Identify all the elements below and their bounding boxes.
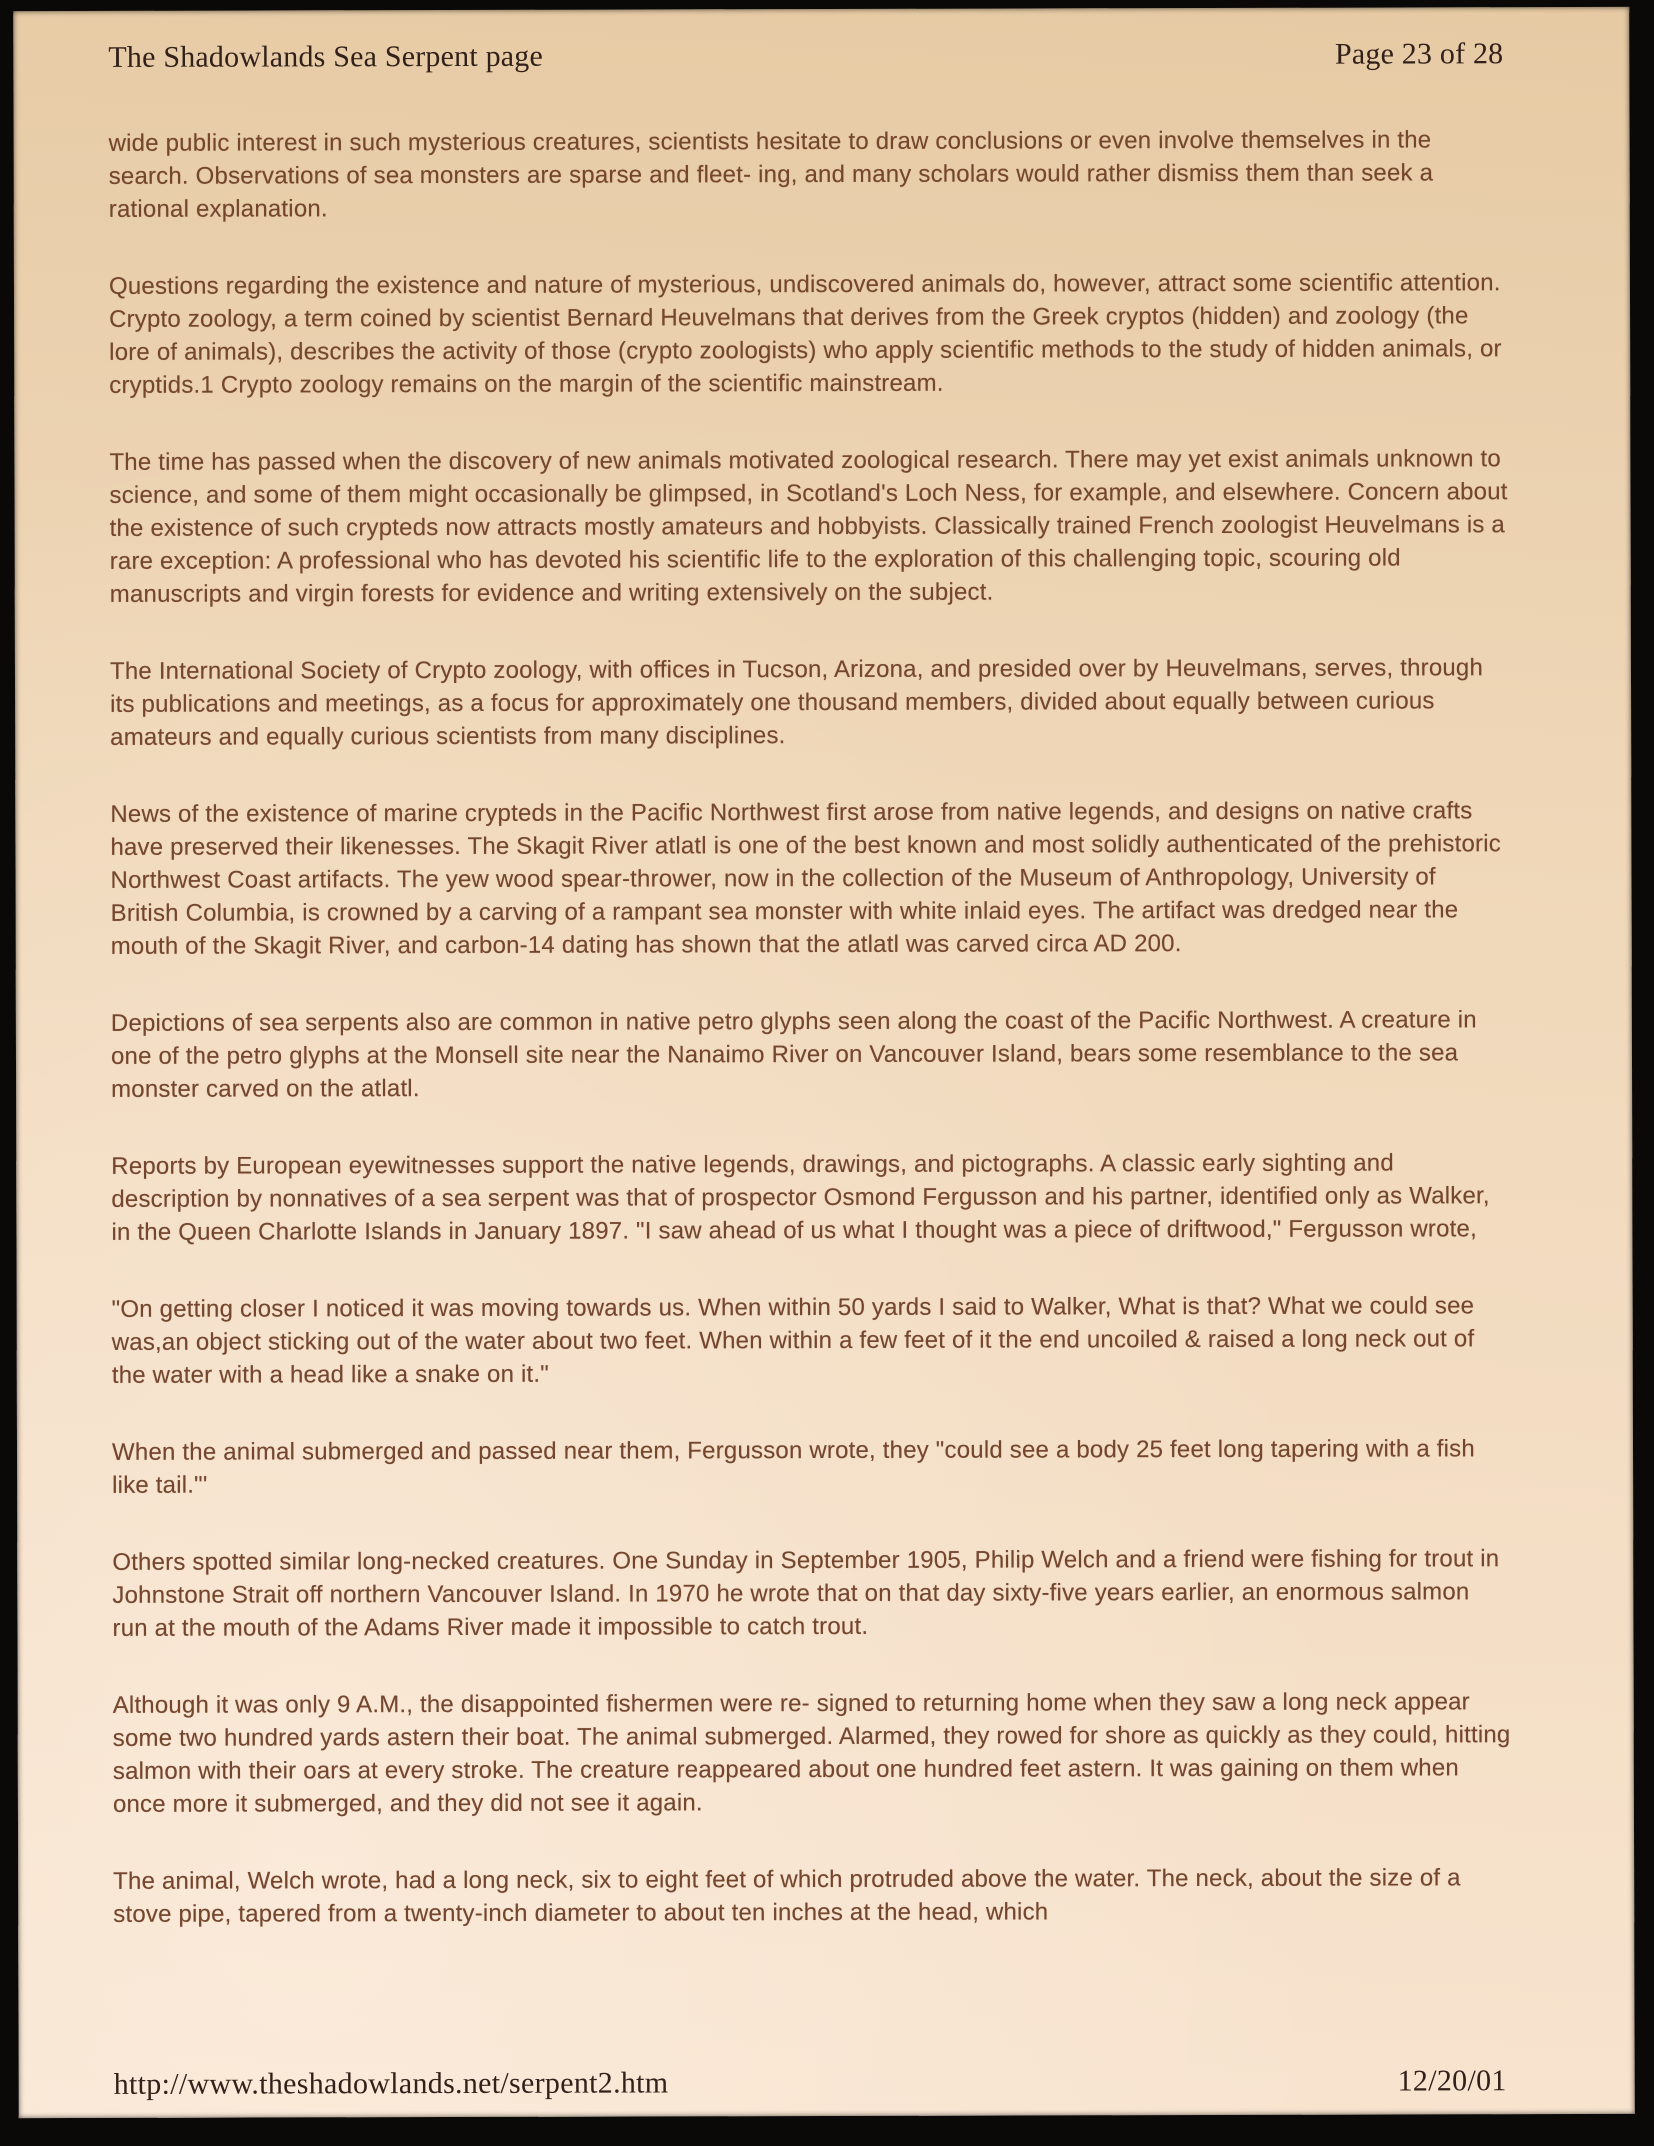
document-body — [13, 71, 1634, 1931]
paragraph: The animal, Welch wrote, had a long neck, six to eight feet of which protruded above the water. The neck, about the size of a stove pipe, tapered from a twenty-inch diameter to about ten inches at the head, which — [113, 1864, 1461, 1928]
page-title: The Shadowlands Sea Serpent page — [108, 39, 544, 74]
paragraph: "On getting closer I noticed it was moving towards us. When within 50 yards I said to Walker, What is that? What we could see was,an object sticking out of the water about two feet. When within a few feet of it the end uncoiled & raised a long neck out of the water with a head like a snake on it." — [111, 1292, 1475, 1389]
paragraph: Others spotted similar long-necked creatures. One Sunday in September 1905, Philip Welch and a friend were fishing for trout in Johnstone Strait off northern Vancouver Island. In 1970 he wrote that on that day sixty-five years earlier, an enormous salmon run at the mouth of the Adams River made it impossible to catch trout. — [112, 1545, 1500, 1642]
paragraph: Reports by European eyewitnesses support the native legends, drawings, and pictographs. A classic early sighting and description by nonnatives of a sea serpent was that of prospector Osmond Fergusson and his partner, identified only as Walker, in the Queen Charlotte Islands in January 1897. "I saw ahead of us what I thought was a piece of driftwood," Fergusson wrote, — [111, 1149, 1490, 1246]
page-header — [13, 7, 1629, 75]
paragraph: wide public interest in such mysterious creatures, scientists hesitate to draw conclusions or even involve themselves in the search. Observations of sea monsters are sparse and fleet- ing, and many scholars would rather dismiss them than seek a rational explanation. — [108, 126, 1434, 223]
paragraph: Questions regarding the existence and nature of mysterious, undiscovered animals do, however, attract some scientific attention. Crypto zoology, a term coined by scientist Bernard Heuvelmans that derives from the Greek cryptos (hidden) and zoology (the lore of animals), describes the activity of those (crypto zoologists) who apply scientific methods to the study of hidden animals, or cryptids.1 Crypto zoology remains on the margin of the scientific mainstream. — [108, 269, 1502, 399]
paragraph: News of the existence of marine crypteds in the Pacific Northwest first arose from native legends, and designs on native crafts have preserved their likenesses. The Skagit River atlatl is one of the best known and most solidly authenticated of the prehistoric Northwest Coast artifacts. The yew wood spear-thrower, now in the collection of the Museum of Anthropology, University of British Columbia, is crowned by a carving of a rampant sea monster with white inlaid eyes. The artifact was dredged near the mouth of the Skagit River, and carbon-14 dating has shown that the atlatl was carved circa AD 200. — [110, 797, 1501, 960]
print-date: 12/20/01 — [1397, 2064, 1507, 2098]
paragraph: Although it was only 9 A.M., the disappointed fishermen were re- signed to returning home when they saw a long neck appear some two hundred yards astern their boat. The animal submerged. Alarmed, they rowed for shore as quickly as they could, hitting salmon with their oars at every stroke. The creature reappeared about one hundred feet astern. It was gaining on them when once more it submerged, and they did not see it again. — [112, 1688, 1511, 1818]
page-number: Page 23 of 28 — [1334, 37, 1504, 71]
scanned-document-page — [13, 7, 1635, 2118]
paragraph: Depictions of sea serpents also are common in native petro glyphs seen along the coast of the Pacific Northwest. A creature in one of the petro glyphs at the Monsell site near the Nanaimo River on Vancouver Island, bears some resemblance to the sea monster carved on the atlatl. — [110, 1006, 1477, 1103]
paragraph: The time has passed when the discovery of new animals motivated zoological research. There may yet exist animals unknown to science, and some of them might occasionally be glimpsed, in Scotland's Loch Ness, for example, and elsewhere. Concern about the existence of such crypteds now attracts mostly amateurs and hobbyists. Classically trained French zoologist Heuvelmans is a rare exception: A professional who has devoted his scientific life to the exploration of this challenging topic, scouring old manuscripts and virgin forests for evidence and writing extensively on the subject. — [109, 445, 1508, 608]
source-url: http://www.theshadowlands.net/serpent2.htm — [113, 2066, 669, 2101]
paragraph: The International Society of Crypto zoology, with offices in Tucson, Arizona, and presided over by Heuvelmans, serves, through its publications and meetings, as a focus for approximately one thousand members, divided about equally between curious amateurs and equally curious scientists from many disciplines. — [109, 654, 1484, 751]
page-footer — [114, 2064, 1507, 2102]
paragraph: When the animal submerged and passed near them, Fergusson wrote, they "could see a body 25 feet long tapering with a fish like tail."' — [111, 1435, 1475, 1499]
